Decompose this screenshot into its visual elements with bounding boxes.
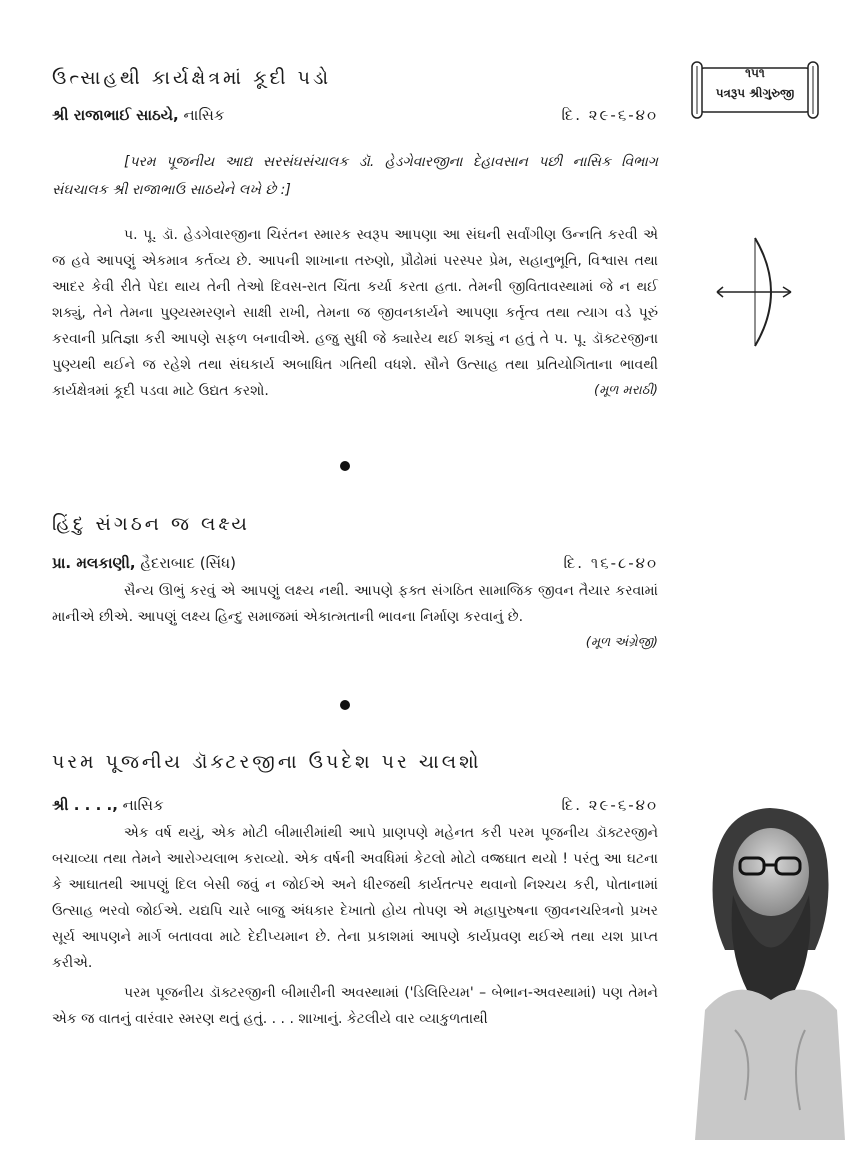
page-number: ૧૫૧ (745, 66, 765, 80)
letter-date: દિ. ૨૯-૬-૪૦ (561, 106, 658, 124)
section-divider-dot (340, 461, 350, 471)
letter-text: સૈન્ય ઊભું કરવું એ આપણું લક્ષ્ય નથી. આપણે ફક્ત સંગઠિત સામાજિક જીવન તૈયાર કરવામાં માનીએ છીએ. આપણું લક્ષ્ય હિન્દુ સમાજમાં એકાત્મતાની ભાવના નિર્માણ કરવાનું છે. (52, 583, 658, 625)
section-heading: ઉત્સાહથી કાર્યક્ષેત્રમાં કૂદી પડો (52, 67, 332, 89)
letter-body (52, 222, 658, 404)
letter-body: એક વર્ષ થયું, એક મોટી બીમારીમાંથી આપે પ્રાણપણે મહેનત કરી પરમ પૂજનીય ડૉક્ટરજીને બચાવ્યા તથા તેમને આરોગ્યલાભ કરાવ્યો. એક વર્ષની અવધિમાં કેટલો મોટો વજ્રઘાત થયો ! પરંતુ આ ઘટના કે આઘાતથી આપણું દિલ બેસી જવું ન જોઈએ અને ધીરજથી કાર્યતત્પર થવાનો નિશ્ચય કરી, પોતાનામાં ઉત્સાહ ભરવો જોઈએ. યદ્યપિ ચારે બાજુ અંધકાર દેખાતો હોય તોપણ એ મહાપુરુષના જીવનચરિત્રનો પ્રખર સૂર્ય આપણને માર્ગ બતાવવા માટે દેદીપ્યમાન છે. તેના પ્રકાશમાં આપણે કાર્યપ્રવણ થઈએ તથા યશ પ્રાપ્ત કરીએ. (52, 825, 658, 971)
recipient (52, 550, 236, 576)
letter-body (52, 578, 658, 650)
letter-meta (52, 102, 658, 128)
page-number-badge (690, 56, 820, 124)
recipient-place: નાસિક (117, 796, 164, 814)
recipient-name: પ્રા. મલકાણી, (52, 554, 136, 572)
letter-meta (52, 550, 658, 576)
section-divider-dot (340, 700, 350, 710)
letter-meta (52, 792, 658, 818)
section-1 (52, 64, 658, 404)
book-title-label: પત્રરૂપ શ્રીગુરુજી (715, 86, 795, 100)
recipient-place: હૈદરાબાદ (સિંધ) (135, 554, 236, 572)
section-heading: પરમ પૂજનીય ડૉક્ટરજીના ઉપદેશ પર ચાલશો (52, 751, 482, 773)
recipient (52, 102, 224, 128)
section-2 (52, 510, 658, 656)
editor-note: [પરમ પૂજનીય આદ્ય સરસંઘસંચાલક ડૉ. હેડગેવારજીના દેહાવસાન પછી નાસિક વિભાગ સંઘચાલક શ્રી રાજાભાઉ સાઠયેને લખે છે :] (52, 154, 658, 198)
bow-arrow-icon (715, 232, 795, 352)
letter-text: પ. પૂ. ડૉ. હેડગેવારજીના ચિરંતન સ્મારક સ્વરૂપ આપણા આ સંઘની સર્વાંગીણ ઉન્નતિ કરવી એ જ હવે આપણું એકમાત્ર કર્તવ્ય છે. આપની શાખાના તરુણો, પ્રૌઢોમાં પરસ્પર પ્રેમ, સહાનુભૂતિ, વિશ્વાસ તથા આદર કેવી રીતે પેદા થાય તેની તેઓ દિવસ-રાત ચિંતા કર્યા કરતા હતા. તેમની જીવિતાવસ્થામાં જે ન થઈ શક્યું, તેને તેમના પુણ્યસ્મરણને સાક્ષી રાખી, તેમના જ જીવનકાર્યને આપણા કર્તૃત્વ તથા ત્યાગ વડે પૂરું કરવાની પ્રતિજ્ઞા કરી આપણે સફળ બનાવીએ. હજુ સુધી જે ક્યારેય થઈ શક્યું ન હતું તે પ. પૂ. ડૉક્ટરજીના પુણ્યથી થઈને જ રહેશે તથા સંઘકાર્ય અબાધિત ગતિથી વધશે. સૌને ઉત્સાહ તથા પ્રતિયોગિતાના ભાવથી કાર્યક્ષેત્રમાં કૂદી પડવા માટે ઉદ્યત કરશો. (52, 227, 658, 399)
letter-date: દિ. ૧૬-૮-૪૦ (563, 554, 658, 572)
recipient-name: શ્રી . . . ., (52, 796, 118, 814)
section-3 (52, 748, 658, 1032)
section-heading: હિંદુ સંગઠન જ લક્ષ્ય (52, 513, 250, 535)
source-language: (મૂળ મરાઠી) (594, 383, 658, 398)
recipient (52, 792, 164, 818)
portrait-image (695, 800, 845, 1140)
letter-body-continued: પરમ પૂજનીય ડૉક્ટરજીની બીમારીની અવસ્થામાં ('ડિલિરિયમ' – બેભાન-અવસ્થામાં) પણ તેમને એક જ વાતનું વારંવાર સ્મરણ થતું હતું. . . . શાખાનું. કેટલીયે વાર વ્યાકુળતાથી (52, 985, 658, 1027)
recipient-name: શ્રી રાજાભાઈ સાઠયે, (52, 106, 179, 124)
recipient-place: નાસિક (178, 106, 225, 124)
source-language: (મૂળ અંગ્રેજી) (585, 635, 658, 650)
letter-date: દિ. ૨૯-૬-૪૦ (561, 796, 658, 814)
